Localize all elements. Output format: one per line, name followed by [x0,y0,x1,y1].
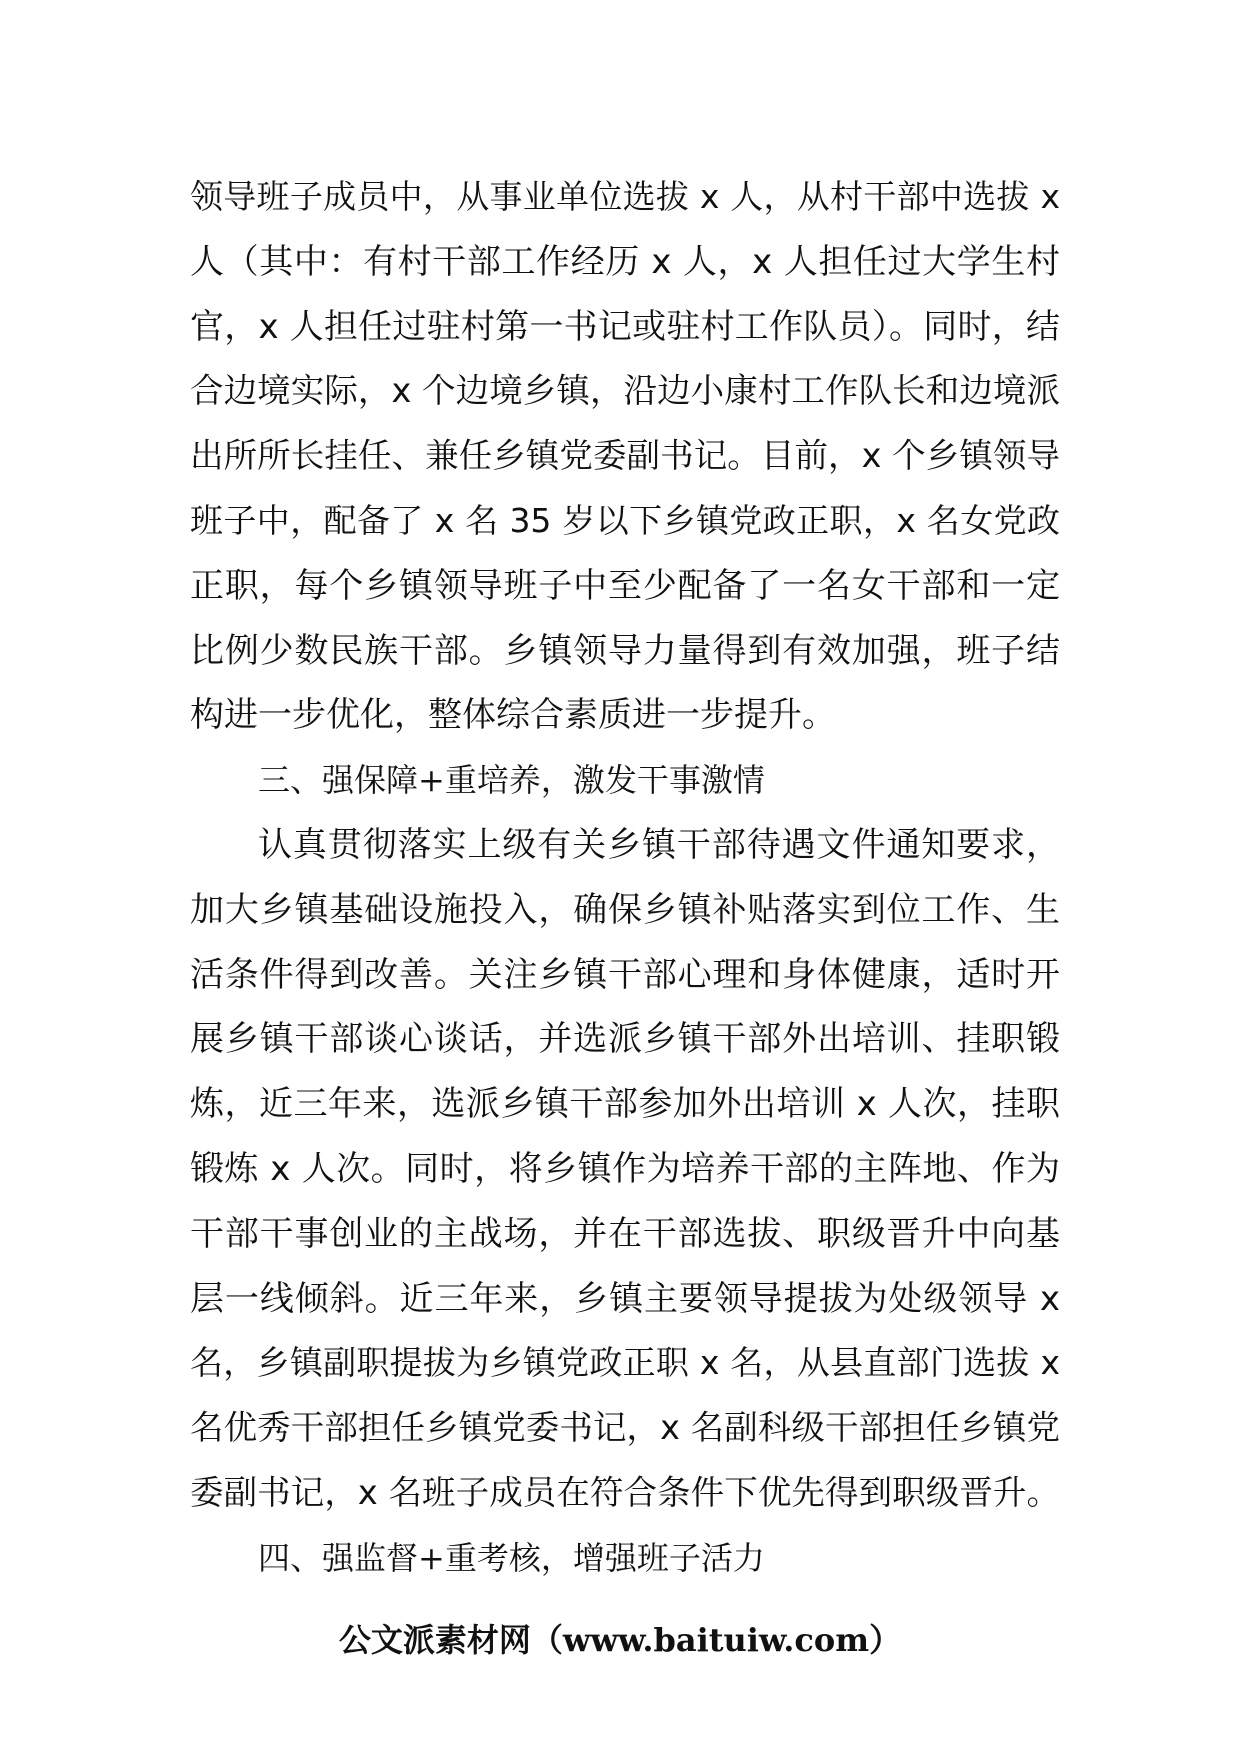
body-line: 出所所长挂任、兼任乡镇党委副书记。目前，x 个乡镇领导 [190,436,1060,476]
body-line: 正职，每个乡镇领导班子中至少配备了一名女干部和一定 [190,565,1060,606]
body-line: 认真贯彻落实上级有关乡镇干部待遇文件通知要求， [258,824,1060,865]
body-line: 炼，近三年来，选派乡镇干部参加外出培训 x 人次，挂职 [190,1084,1060,1125]
body-line: 名，乡镇副职提拔为乡镇党政正职 x 名，从县直部门选拔 x [190,1343,1060,1383]
body-line: 展乡镇干部谈心谈话，并选派乡镇干部外出培训、挂职锻 [190,1019,1060,1060]
body-line: 官，x 人担任过驻村第一书记或驻村工作队员）。同时，结 [190,306,1060,347]
body-line: 比例少数民族干部。乡镇领导力量得到有效加强，班子结 [190,630,1060,671]
body-line: 构进一步优化，整体综合素质进一步提升。 [190,695,836,736]
section-heading-3: 三、强保障+重培养，激发干事激情 [258,761,765,800]
section-heading-4: 四、强监督+重考核，增强班子活力 [258,1538,765,1577]
body-line: 班子中，配备了 x 名 35 岁以下乡镇党政正职，x 名女党政 [190,500,1060,540]
body-line: 合边境实际，x 个边境乡镇，沿边小康村工作队长和边境派 [190,371,1060,411]
body-line: 人（其中：有村干部工作经历 x 人，x 人担任过大学生村 [190,241,1060,282]
body-line: 名优秀干部担任乡镇党委书记，x 名副科级干部担任乡镇党 [190,1408,1060,1448]
document-body [190,165,1060,1591]
body-line: 干部干事创业的主战场，并在干部选拔、职级晋升中向基 [190,1213,1060,1254]
body-line: 层一线倾斜。近三年来，乡镇主要领导提拔为处级领导 x [190,1278,1060,1319]
body-line: 活条件得到改善。关注乡镇干部心理和身体健康，适时开 [190,954,1060,995]
body-line: 加大乡镇基础设施投入，确保乡镇补贴落实到位工作、生 [190,889,1060,930]
body-line: 委副书记，x 名班子成员在符合条件下优先得到职级晋升。 [190,1472,1060,1512]
footer-watermark: 公文派素材网（www.baituiw.com） [338,1621,902,1659]
body-line: 锻炼 x 人次。同时，将乡镇作为培养干部的主阵地、作为 [190,1148,1060,1189]
body-line: 领导班子成员中，从事业单位选拔 x 人，从村干部中选拔 x [190,177,1060,216]
